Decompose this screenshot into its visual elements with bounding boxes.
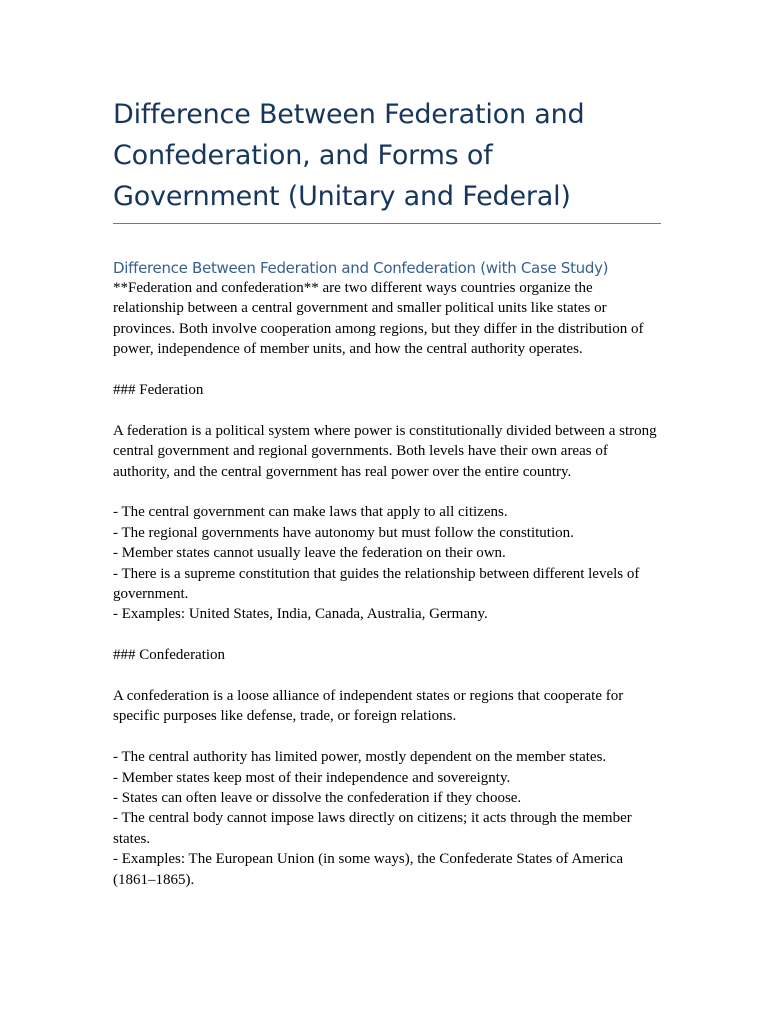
federation-definition: A federation is a political system where power is constitutionally divided between a strong central government and regional governments. Both levels have their own areas of authority, and the central government has real power over the entire country. — [113, 422, 657, 480]
federation-point: - Examples: United States, India, Canada, Australia, Germany. — [113, 606, 488, 623]
confederation-point: - Member states keep most of their independence and sovereignty. — [113, 769, 511, 786]
confederation-heading: ### Confederation — [113, 647, 226, 664]
confederation-point: - Examples: The European Union (in some ways), the Confederate States of America (1861–1865). — [113, 851, 623, 888]
federation-point: - There is a supreme constitution that guides the relationship between different levels of government. — [113, 565, 640, 603]
federation-heading: ### Federation — [113, 382, 204, 399]
federation-point: - The central government can make laws that apply to all citizens. — [113, 504, 508, 521]
confederation-point: - States can often leave or dissolve the confederation if they choose. — [113, 790, 522, 807]
intro-paragraph: **Federation and confederation** are two different ways countries organize the relationship between a central government and smaller political units like states or provinces. Both involve cooperation among regions, but they differ in the distribution of power, independence of member units, and how the central authority operates. — [113, 280, 644, 358]
document-content — [113, 94, 661, 890]
section-heading: Difference Between Federation and Confederation (with Case Study) — [113, 259, 609, 277]
federation-point: - Member states cannot usually leave the federation on their own. — [113, 545, 506, 562]
confederation-point: - The central body cannot impose laws directly on citizens; it acts through the member states. — [113, 810, 632, 847]
confederation-definition: A confederation is a loose alliance of independent states or regions that cooperate for specific purposes like defense, trade, or foreign relations. — [113, 688, 624, 725]
federation-point: - The regional governments have autonomy but must follow the constitution. — [113, 524, 574, 541]
document-title: Difference Between Federation and Confederation, and Forms of Government (Unitary and Federal) — [113, 94, 661, 224]
confederation-point: - The central authority has limited power, mostly dependent on the member states. — [113, 749, 607, 766]
